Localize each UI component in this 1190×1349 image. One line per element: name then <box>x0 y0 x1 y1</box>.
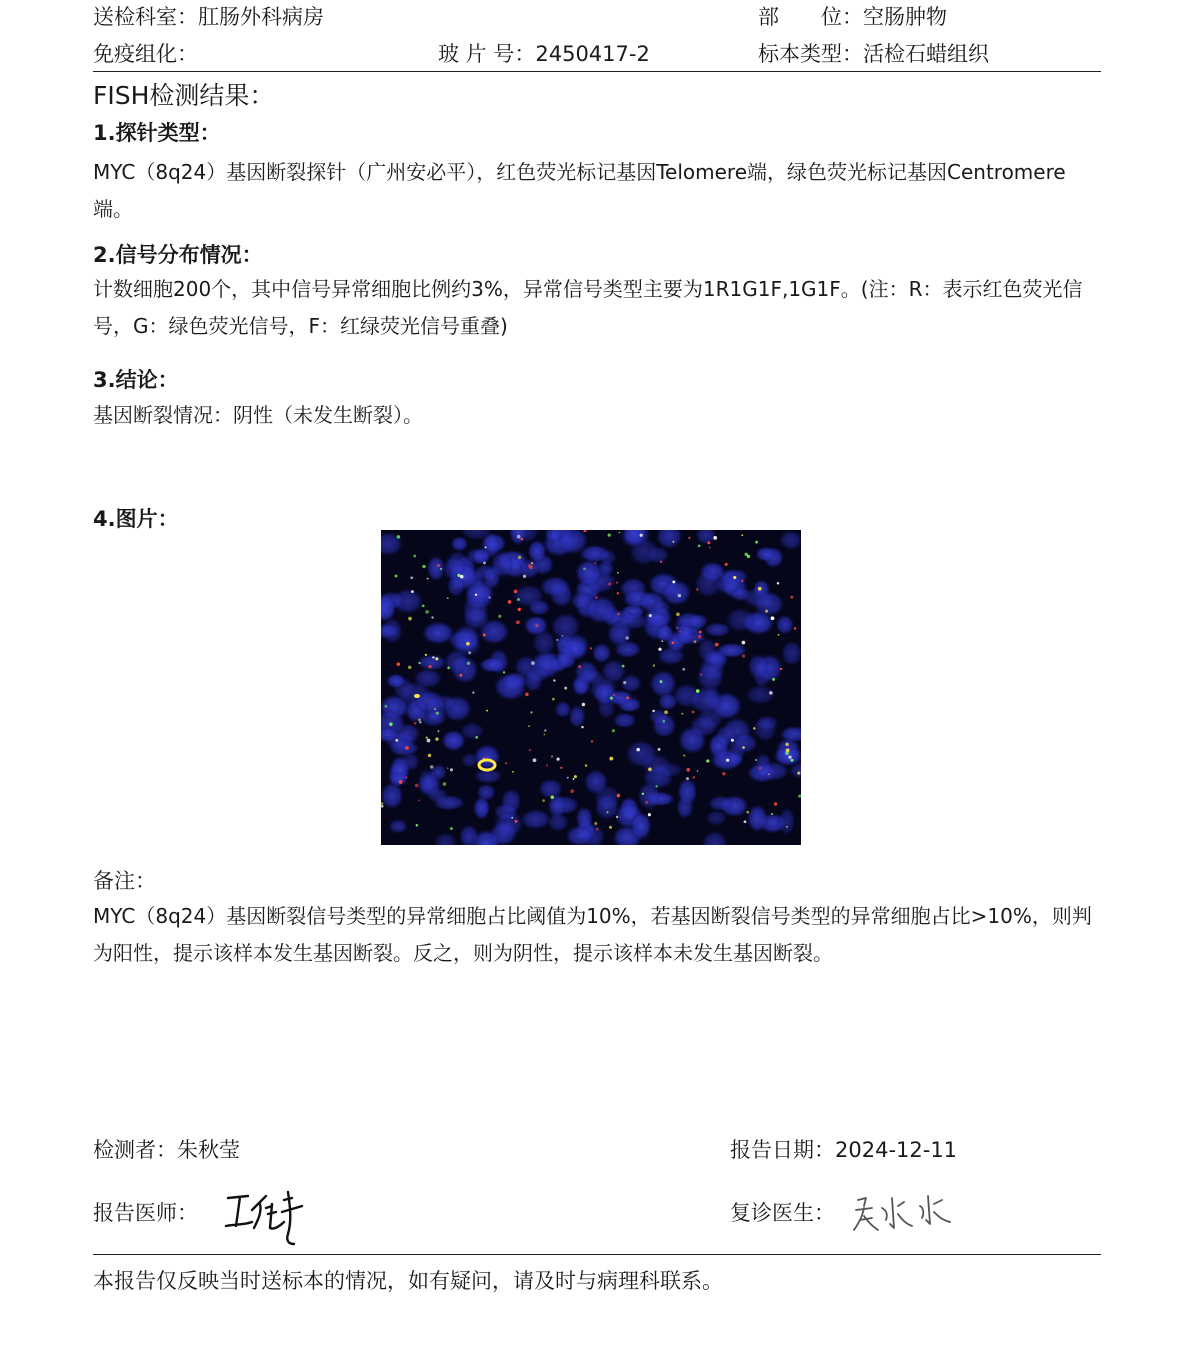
signal-section-body: 计数细胞200个，其中信号异常细胞比例约3%，异常信号类型主要为1R1G1F,1G1F。(注：R：表示红色荧光信号，G：绿色荧光信号，F：红绿荧光信号重叠) <box>93 277 1083 338</box>
report-date-field <box>730 1138 957 1162</box>
conclusion-section-title: 3.结论： <box>93 368 179 392</box>
footer-disclaimer: 本报告仅反映当时送标本的情况，如有疑问，请及时与病理科联系。 <box>93 1269 723 1293</box>
slide-field <box>438 42 650 66</box>
note-title: 备注： <box>93 869 156 893</box>
doctor-signature <box>222 1186 312 1248</box>
specimen-label: 标本类型： <box>758 42 863 66</box>
report-title: FISH检测结果： <box>93 81 275 110</box>
site-label: 部 位： <box>758 5 863 29</box>
reviewer-signature <box>852 1192 962 1238</box>
report-date-value: 2024-12-11 <box>835 1138 958 1162</box>
specimen-value: 活检石蜡组织 <box>863 42 989 66</box>
report-date-label: 报告日期： <box>730 1138 835 1162</box>
fish-micrograph-image <box>381 530 801 845</box>
conclusion-section-body: 基因断裂情况：阴性（未发生断裂）。 <box>93 403 423 427</box>
dept-label: 送检科室： <box>93 5 198 29</box>
site-value: 空肠肿物 <box>863 5 947 29</box>
tester-field <box>93 1138 240 1162</box>
probe-section-body: MYC（8q24）基因断裂探针（广州安必平），红色荧光标记基因Telomere端，绿色荧光标记基因Centromere端。 <box>93 160 1066 221</box>
fish-micrograph <box>381 530 801 845</box>
slide-value: 2450417-2 <box>535 42 650 66</box>
dept-value: 肛肠外科病房 <box>198 5 324 29</box>
ihc-field <box>93 42 198 66</box>
note-body: MYC（8q24）基因断裂信号类型的异常细胞占比阈值为10%，若基因断裂信号类型的异常细胞占比>10%，则判为阳性，提示该样本发生基因断裂。反之，则为阴性，提示该样本未发生基因断裂。 <box>93 904 1092 965</box>
specimen-field <box>758 42 989 66</box>
slide-label: 玻 片 号： <box>438 42 536 66</box>
doctor-label: 报告医师： <box>93 1201 198 1225</box>
footer-divider <box>93 1254 1101 1255</box>
tester-label: 检测者： <box>93 1138 177 1162</box>
dept-field <box>93 5 324 29</box>
probe-section-title: 1.探针类型： <box>93 121 221 145</box>
ihc-label: 免疫组化： <box>93 42 198 66</box>
reviewer-label: 复诊医生： <box>730 1201 835 1225</box>
tester-value: 朱秋莹 <box>177 1138 240 1162</box>
signal-section-title: 2.信号分布情况： <box>93 243 263 267</box>
header-divider <box>93 71 1101 72</box>
site-field <box>758 5 947 29</box>
image-section-title: 4.图片： <box>93 507 179 531</box>
